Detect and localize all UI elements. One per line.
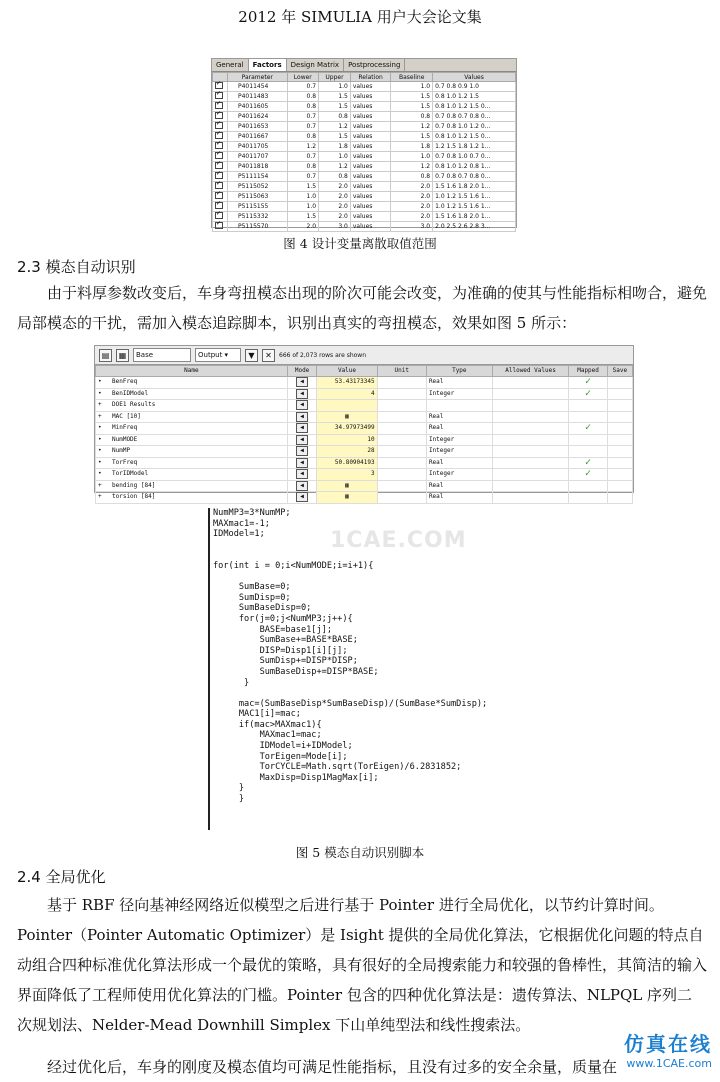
row-checkbox[interactable] — [213, 222, 228, 232]
unit-cell[interactable] — [377, 469, 426, 481]
table-cell[interactable]: 0.8 — [287, 162, 319, 172]
table-cell[interactable]: 1.5 1.6 1.8 2.0 1... — [433, 212, 516, 222]
table-row[interactable] — [213, 102, 516, 112]
table-cell[interactable]: 0.8 — [391, 112, 433, 122]
filter-icon[interactable]: ▼ — [245, 349, 258, 362]
mapped-check-icon: ✓ — [569, 469, 607, 481]
parameter-name: TorFreq — [112, 458, 138, 466]
type-cell: Integer — [426, 446, 492, 458]
parameter-row[interactable] — [96, 411, 633, 423]
type-cell: Integer — [426, 469, 492, 481]
table-icon[interactable]: ▦ — [116, 349, 129, 362]
expand-icon[interactable]: + — [98, 412, 102, 420]
table-row[interactable] — [213, 212, 516, 222]
value-cell[interactable]: 10 — [317, 434, 377, 446]
save-cell[interactable] — [607, 457, 632, 469]
unit-cell[interactable] — [377, 434, 426, 446]
table-cell[interactable]: 0.7 0.8 0.7 0.8 0... — [433, 112, 516, 122]
save-cell[interactable] — [607, 423, 632, 435]
parameter-name: MAC [10] — [112, 412, 141, 420]
table-row[interactable] — [213, 182, 516, 192]
next-paragraph-start: 经过优化后，车身的刚度及模态值均可满足性能指标，且没有过多的安全余量，质量在 — [47, 1058, 618, 1076]
table-cell[interactable]: 0.7 0.8 0.7 0.8 0... — [433, 172, 516, 182]
unit-cell[interactable] — [377, 492, 426, 504]
table-cell[interactable]: values — [350, 112, 390, 122]
parameter-name-cell[interactable] — [96, 480, 288, 492]
table-cell[interactable]: 1.2 — [391, 162, 433, 172]
table-cell[interactable]: 1.0 — [287, 202, 319, 212]
checkbox-checked-icon[interactable] — [215, 142, 223, 149]
expand-icon[interactable]: + — [98, 493, 102, 501]
table-cell[interactable]: values — [350, 172, 390, 182]
unit-cell[interactable] — [377, 411, 426, 423]
column-header[interactable]: Baseline — [391, 73, 433, 82]
table-cell[interactable]: 2.0 — [391, 212, 433, 222]
type-cell: Real — [426, 492, 492, 504]
section-2-4-title: 2.4 全局优化 — [17, 868, 106, 886]
table-cell[interactable]: values — [350, 92, 390, 102]
table-cell: P4011705 — [228, 142, 288, 152]
allowed-values-cell[interactable] — [492, 446, 569, 458]
mode-output-icon[interactable]: ◀ — [296, 469, 308, 479]
parameter-row[interactable] — [96, 400, 633, 412]
table-cell[interactable]: 1.0 1.2 1.5 1.6 1... — [433, 202, 516, 212]
checkbox-checked-icon[interactable] — [215, 152, 223, 159]
parameter-name-cell[interactable] — [96, 423, 288, 435]
table-cell: P4011605 — [228, 102, 288, 112]
allowed-values-cell[interactable] — [492, 377, 569, 389]
save-cell[interactable] — [607, 480, 632, 492]
mode-output-icon[interactable]: ◀ — [296, 481, 308, 491]
table-cell[interactable]: 1.2 — [287, 142, 319, 152]
row-count-status: 666 of 2,073 rows are shown — [279, 351, 366, 359]
mode-cell[interactable] — [287, 480, 317, 492]
mode-cell[interactable] — [287, 411, 317, 423]
mapped-check-icon: ✓ — [569, 423, 607, 435]
figure-4-screenshot — [211, 58, 517, 228]
logo-title: 仿真在线 — [624, 1032, 712, 1056]
column-header[interactable]: Value — [317, 366, 377, 377]
mode-cell[interactable] — [287, 492, 317, 504]
parameter-name: DOE1 Results — [112, 401, 156, 409]
bullet-icon: • — [98, 458, 102, 466]
type-cell: Real — [426, 423, 492, 435]
column-header[interactable]: Mapped — [569, 366, 607, 377]
allowed-values-cell[interactable] — [492, 411, 569, 423]
table-cell[interactable]: 3.0 — [319, 222, 351, 232]
value-cell[interactable]: ▦ — [317, 480, 377, 492]
allowed-values-cell[interactable] — [492, 388, 569, 400]
checkbox-checked-icon[interactable] — [215, 162, 223, 169]
bullet-icon: • — [98, 470, 102, 478]
checkbox-checked-icon[interactable] — [215, 122, 223, 129]
filter-input[interactable]: Base — [133, 348, 191, 362]
parameter-name: BenFreq — [112, 378, 138, 386]
table-cell[interactable]: 0.8 1.0 1.2 1.5 0... — [433, 102, 516, 112]
parameter-name-cell[interactable] — [96, 469, 288, 481]
scope-select-value: Output — [198, 351, 223, 359]
table-cell: P4011653 — [228, 122, 288, 132]
parameter-name: NumMODE — [112, 435, 138, 443]
type-cell: Integer — [426, 388, 492, 400]
table-cell[interactable]: 2.0 — [287, 222, 319, 232]
scope-select[interactable]: Output ▾ — [195, 348, 241, 362]
table-cell[interactable]: 0.8 — [287, 102, 319, 112]
table-cell[interactable]: 1.2 1.5 1.8 1.2 1... — [433, 142, 516, 152]
mapped-cell — [569, 480, 607, 492]
table-cell: P4011818 — [228, 162, 288, 172]
parameter-name-cell[interactable] — [96, 457, 288, 469]
clear-filter-icon[interactable]: ✕ — [262, 349, 275, 362]
table-cell: P4011667 — [228, 132, 288, 142]
table-cell[interactable]: 2.0 — [319, 192, 351, 202]
allowed-values-cell[interactable] — [492, 457, 569, 469]
table-cell[interactable]: values — [350, 182, 390, 192]
table-cell[interactable]: 2.0 — [391, 202, 433, 212]
parameter-name-cell[interactable] — [96, 446, 288, 458]
parameter-toolbar — [95, 346, 633, 365]
table-row[interactable] — [213, 142, 516, 152]
column-header[interactable]: Mode — [287, 366, 317, 377]
table-cell: P4011483 — [228, 92, 288, 102]
mode-output-icon[interactable]: ◀ — [296, 400, 308, 410]
parameter-name-cell[interactable] — [96, 411, 288, 423]
type-cell: Real — [426, 480, 492, 492]
value-cell[interactable]: 53.43173345 — [317, 377, 377, 389]
view-icon[interactable]: ▤ — [99, 349, 112, 362]
parameter-row[interactable] — [96, 434, 633, 446]
value-cell[interactable]: 4 — [317, 388, 377, 400]
table-cell[interactable]: values — [350, 212, 390, 222]
table-cell: P4011624 — [228, 112, 288, 122]
column-header[interactable]: Type — [426, 366, 492, 377]
table-row[interactable] — [213, 82, 516, 92]
parameter-name: TorIDModel — [112, 470, 149, 478]
table-row[interactable] — [213, 112, 516, 122]
parameter-row[interactable] — [96, 469, 633, 481]
mapped-cell — [569, 434, 607, 446]
mapped-cell — [569, 492, 607, 504]
table-cell[interactable]: 0.8 1.0 1.2 0.8 1... — [433, 162, 516, 172]
mode-output-icon[interactable]: ◀ — [296, 423, 308, 433]
column-header[interactable]: Parameter — [228, 73, 288, 82]
mapped-check-icon: ✓ — [569, 457, 607, 469]
page-header: 2012 年 SIMULIA 用户大会论文集 — [238, 8, 482, 26]
save-cell[interactable] — [607, 492, 632, 504]
column-header[interactable]: Upper — [319, 73, 351, 82]
table-cell: P4011454 — [228, 82, 288, 92]
parameter-row[interactable] — [96, 388, 633, 400]
table-cell[interactable]: 0.7 — [287, 82, 319, 92]
figure-5-parameter-panel — [94, 345, 634, 501]
table-row[interactable] — [213, 222, 516, 232]
section-2-4-paragraph: 基于 RBF 径向基神经网络近似模型之后进行基于 Pointer 进行全局优化，以节约计算时间。Pointer（Pointer Automatic Optimizer）是 Isight 提供的全局优化算法，它根据优化问题的特点自动组合四种标准优化算法形成一个最优的策略，具有很好的全局搜索能力和较强的鲁棒性，其简洁的输入界面降低了工程师使用优化算法的门槛。Pointer 包含的四种优化算法是：遗传算法、NLPQL 序列二次规划法、Nelder-Mead Downhill Simplex 下山单纯型法和线性搜索法。 — [17, 896, 708, 1034]
parameter-row[interactable] — [96, 492, 633, 504]
table-row[interactable] — [213, 132, 516, 142]
site-logo — [624, 1028, 712, 1070]
table-cell[interactable]: 1.8 — [391, 142, 433, 152]
table-cell: P5111154 — [228, 172, 288, 182]
table-cell[interactable]: 0.8 1.0 1.2 1.5 — [433, 92, 516, 102]
checkbox-checked-icon[interactable] — [215, 102, 223, 109]
table-row[interactable] — [213, 92, 516, 102]
table-cell[interactable]: 2.0 — [391, 182, 433, 192]
tab-design-matrix[interactable]: Design Matrix — [287, 59, 344, 71]
section-2-3-paragraph: 由于料厚参数改变后，车身弯扭模态出现的阶次可能会改变，为准确的使其与性能指标相吻合，避免局部模态的干扰，需加入模态追踪脚本，识别出真实的弯扭模态，效果如图 5 所示： — [17, 284, 708, 332]
table-cell[interactable]: 0.7 — [287, 122, 319, 132]
parameter-name: BenIDModel — [112, 389, 149, 397]
unit-cell[interactable] — [377, 446, 426, 458]
value-cell[interactable]: 3 — [317, 469, 377, 481]
unit-cell[interactable] — [377, 377, 426, 389]
parameter-row[interactable] — [96, 457, 633, 469]
save-cell[interactable] — [607, 469, 632, 481]
parameter-name-cell[interactable] — [96, 492, 288, 504]
table-cell[interactable]: values — [350, 162, 390, 172]
table-cell[interactable]: 0.8 — [287, 132, 319, 142]
column-header[interactable]: Allowed Values — [492, 366, 569, 377]
table-cell[interactable]: 1.0 — [319, 152, 351, 162]
allowed-values-cell[interactable] — [492, 480, 569, 492]
allowed-values-cell[interactable] — [492, 434, 569, 446]
table-cell[interactable]: values — [350, 152, 390, 162]
table-cell[interactable]: 1.5 — [319, 102, 351, 112]
mode-cell[interactable] — [287, 457, 317, 469]
type-cell: Real — [426, 411, 492, 423]
table-row[interactable] — [213, 122, 516, 132]
table-cell[interactable]: 2.0 2.5 2.6 2.8 3... — [433, 222, 516, 232]
table-cell[interactable]: values — [350, 102, 390, 112]
mode-cell[interactable] — [287, 423, 317, 435]
table-cell[interactable]: 1.5 — [287, 182, 319, 192]
table-cell[interactable]: 0.8 — [391, 172, 433, 182]
checkbox-checked-icon[interactable] — [215, 82, 223, 89]
factors-table — [212, 72, 516, 232]
table-cell[interactable]: 0.7 — [287, 152, 319, 162]
mode-cell[interactable] — [287, 388, 317, 400]
mapped-cell — [569, 400, 607, 412]
table-cell[interactable]: 0.7 — [287, 112, 319, 122]
table-cell[interactable]: 0.7 — [287, 172, 319, 182]
table-cell[interactable]: 0.8 — [319, 172, 351, 182]
expand-icon[interactable]: + — [98, 401, 102, 409]
value-cell[interactable]: 28 — [317, 446, 377, 458]
allowed-values-cell[interactable] — [492, 400, 569, 412]
table-cell[interactable]: 1.0 — [391, 82, 433, 92]
table-cell[interactable]: values — [350, 142, 390, 152]
mac-script-code: NumMP3=3*NumMP; MAXmac1=-1; IDModel=1; for(int i = 0;i<NumMODE;i=i+1){ SumBase=0; SumDisp=0; SumBaseDisp=0; for(j=0;j<NumMP3;j++){ BASE=base1[j]; SumBase+=BASE*BASE; DISP=Disp1[i][j]; SumDisp+=DISP*DISP; SumBaseDisp+=DISP*BASE; } mac=(SumBaseDisp*SumBaseDisp)/(SumBase*SumDisp); MAC1[i]=mac; if(mac>MAXmac1){ MAXmac1=mac; IDModel=i+IDModel; TorEigen=Mode[i]; TorCYCLE=Math.sqrt(TorEigen)/6.2831852; MaxDisp=Disp1MagMax[i]; } } — [208, 508, 533, 830]
table-cell[interactable]: 1.5 — [287, 212, 319, 222]
table-cell[interactable]: 2.0 — [319, 182, 351, 192]
checkbox-checked-icon[interactable] — [215, 172, 223, 179]
table-cell[interactable]: 1.5 1.6 1.8 2.0 1... — [433, 182, 516, 192]
watermark: 1CAE.COM — [330, 528, 467, 553]
parameter-table — [95, 365, 633, 504]
checkbox-checked-icon[interactable] — [215, 202, 223, 209]
allowed-values-cell[interactable] — [492, 492, 569, 504]
bullet-icon: • — [98, 378, 102, 386]
value-cell[interactable] — [317, 400, 377, 412]
column-header[interactable]: Save — [607, 366, 632, 377]
bullet-icon: • — [98, 447, 102, 455]
checkbox-checked-icon[interactable] — [215, 132, 223, 139]
table-cell[interactable]: values — [350, 222, 390, 232]
unit-cell[interactable] — [377, 480, 426, 492]
table-row[interactable] — [213, 202, 516, 212]
logo-url: www.1CAE.com — [626, 1057, 712, 1070]
mapped-check-icon: ✓ — [569, 377, 607, 389]
type-cell: Real — [426, 457, 492, 469]
table-cell[interactable]: 0.7 0.8 0.9 1.0 — [433, 82, 516, 92]
table-row[interactable] — [213, 162, 516, 172]
checkbox-checked-icon[interactable] — [215, 112, 223, 119]
table-cell[interactable]: 0.7 0.8 1.0 1.2 0... — [433, 122, 516, 132]
parameter-name-cell[interactable] — [96, 377, 288, 389]
table-cell[interactable]: 1.2 — [391, 122, 433, 132]
mode-cell[interactable] — [287, 446, 317, 458]
save-cell[interactable] — [607, 388, 632, 400]
save-cell[interactable] — [607, 377, 632, 389]
column-header[interactable]: Lower — [287, 73, 319, 82]
table-cell: P5115063 — [228, 192, 288, 202]
save-cell[interactable] — [607, 400, 632, 412]
table-cell[interactable]: 2.0 — [319, 202, 351, 212]
table-cell: P5115570 — [228, 222, 288, 232]
checkbox-checked-icon[interactable] — [215, 222, 223, 229]
save-cell[interactable] — [607, 411, 632, 423]
table-cell[interactable]: 2.0 — [391, 192, 433, 202]
table-cell[interactable]: 0.8 — [287, 92, 319, 102]
allowed-values-cell[interactable] — [492, 469, 569, 481]
value-cell[interactable]: 34.97973499 — [317, 423, 377, 435]
table-row[interactable] — [213, 192, 516, 202]
bullet-icon: • — [98, 435, 102, 443]
mode-output-icon[interactable]: ◀ — [296, 435, 308, 445]
checkbox-checked-icon[interactable] — [215, 182, 223, 189]
table-cell[interactable]: 1.0 — [319, 82, 351, 92]
parameter-row[interactable] — [96, 480, 633, 492]
mode-output-icon[interactable]: ◀ — [296, 412, 308, 422]
parameter-name: bending [84] — [112, 481, 156, 489]
column-header[interactable]: Relation — [350, 73, 390, 82]
mapped-cell — [569, 411, 607, 423]
factors-tab-bar — [212, 59, 516, 72]
parameter-row[interactable] — [96, 423, 633, 435]
value-cell[interactable]: ▦ — [317, 492, 377, 504]
mode-output-icon[interactable]: ◀ — [296, 389, 308, 399]
table-cell[interactable]: values — [350, 122, 390, 132]
table-cell: P5115155 — [228, 202, 288, 212]
mode-cell[interactable] — [287, 469, 317, 481]
type-cell: Integer — [426, 434, 492, 446]
table-cell[interactable]: 1.0 1.2 1.5 1.6 1... — [433, 192, 516, 202]
table-cell[interactable]: 0.8 — [319, 112, 351, 122]
table-cell[interactable]: 1.5 — [319, 132, 351, 142]
bullet-icon: • — [98, 389, 102, 397]
parameter-row[interactable] — [96, 446, 633, 458]
mode-output-icon[interactable]: ◀ — [296, 492, 308, 502]
unit-cell[interactable] — [377, 388, 426, 400]
table-cell[interactable]: 1.0 — [391, 152, 433, 162]
unit-cell[interactable] — [377, 457, 426, 469]
parameter-name-cell[interactable] — [96, 400, 288, 412]
table-cell[interactable]: 1.5 — [391, 132, 433, 142]
type-cell: Real — [426, 377, 492, 389]
parameter-name: NumMP — [112, 447, 131, 455]
mapped-cell — [569, 446, 607, 458]
table-cell: P4011707 — [228, 152, 288, 162]
value-cell[interactable]: 50.80904193 — [317, 457, 377, 469]
parameter-row[interactable] — [96, 377, 633, 389]
table-cell[interactable]: 3.0 — [391, 222, 433, 232]
mode-cell[interactable] — [287, 434, 317, 446]
section-2-3-title: 2.3 模态自动识别 — [17, 258, 136, 276]
value-cell[interactable]: ▦ — [317, 411, 377, 423]
parameter-name-cell[interactable] — [96, 388, 288, 400]
table-cell: P5115052 — [228, 182, 288, 192]
table-cell[interactable]: values — [350, 202, 390, 212]
checkbox-checked-icon[interactable] — [215, 92, 223, 99]
table-cell[interactable]: 1.2 — [319, 122, 351, 132]
unit-cell[interactable] — [377, 423, 426, 435]
table-cell[interactable]: 1.5 — [391, 102, 433, 112]
table-cell[interactable]: 1.5 — [391, 92, 433, 102]
table-cell[interactable]: 2.0 — [319, 212, 351, 222]
column-header[interactable]: Values — [433, 73, 516, 82]
unit-cell[interactable] — [377, 400, 426, 412]
mode-output-icon[interactable]: ◀ — [296, 377, 308, 387]
table-row[interactable] — [213, 152, 516, 162]
mode-output-icon[interactable]: ◀ — [296, 458, 308, 468]
table-cell[interactable]: 0.8 1.0 1.2 1.5 0... — [433, 132, 516, 142]
column-header[interactable]: Unit — [377, 366, 426, 377]
tab-postprocessing[interactable]: Postprocessing — [344, 59, 405, 71]
figure-4-caption: 图 4 设计变量离散取值范围 — [283, 236, 437, 251]
table-cell[interactable]: values — [350, 82, 390, 92]
parameter-name-cell[interactable] — [96, 434, 288, 446]
table-cell[interactable]: 1.0 — [287, 192, 319, 202]
table-cell[interactable]: 1.8 — [319, 142, 351, 152]
parameter-name: torsion [84] — [112, 493, 156, 501]
mapped-check-icon: ✓ — [569, 388, 607, 400]
table-cell[interactable]: values — [350, 132, 390, 142]
expand-icon[interactable]: + — [98, 481, 102, 489]
column-header[interactable]: Name — [96, 366, 288, 377]
mode-output-icon[interactable]: ◀ — [296, 446, 308, 456]
mode-cell[interactable] — [287, 400, 317, 412]
table-cell[interactable]: values — [350, 192, 390, 202]
save-cell[interactable] — [607, 434, 632, 446]
checkbox-checked-icon[interactable] — [215, 212, 223, 219]
parameter-name: MinFreq — [112, 424, 138, 432]
save-cell[interactable] — [607, 446, 632, 458]
table-row[interactable] — [213, 172, 516, 182]
bullet-icon: • — [98, 424, 102, 432]
table-cell: P5115332 — [228, 212, 288, 222]
table-cell[interactable]: 0.7 0.8 1.0 0.7 0... — [433, 152, 516, 162]
table-cell[interactable]: 1.2 — [319, 162, 351, 172]
type-cell — [426, 400, 492, 412]
tab-general[interactable]: General — [212, 59, 249, 71]
checkbox-checked-icon[interactable] — [215, 192, 223, 199]
allowed-values-cell[interactable] — [492, 423, 569, 435]
mode-cell[interactable] — [287, 377, 317, 389]
table-cell[interactable]: 1.5 — [319, 92, 351, 102]
figure-5-caption: 图 5 模态自动识别脚本 — [295, 845, 425, 860]
tab-factors[interactable]: Factors — [249, 59, 287, 71]
